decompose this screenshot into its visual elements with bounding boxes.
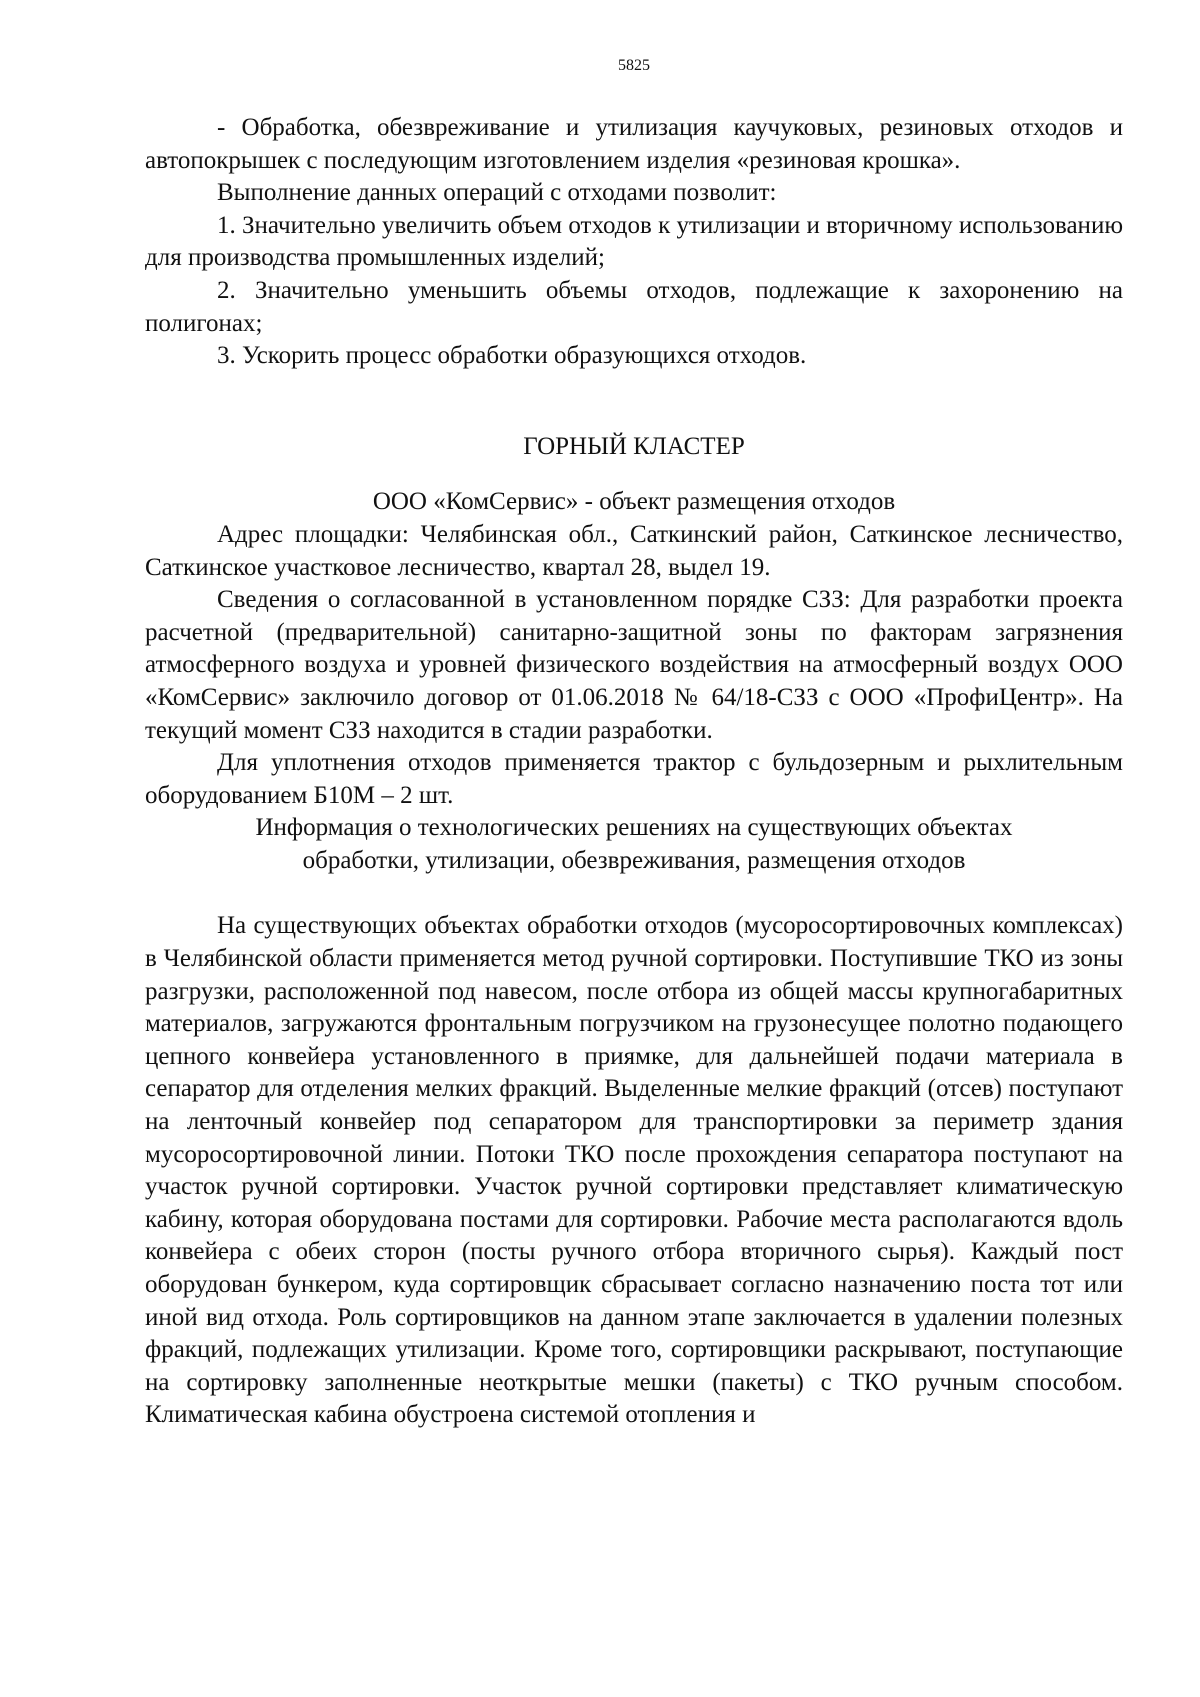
section-title-line-1: Информация о технологических решениях на существующих объектах	[255, 814, 1013, 842]
paragraph-item-3: 3. Ускорить процесс обработки образующихся отходов.	[217, 342, 807, 370]
paragraph-address: Адрес площадки: Челябинская обл., Саткинский район, Саткинское лесничество, Саткинское участковое лесничество, квартал 28, выдел 19.	[145, 520, 1123, 581]
cluster-heading: ГОРНЫЙ КЛАСТЕР	[523, 432, 745, 460]
paragraph-equipment: Для уплотнения отходов применяется трактор с бульдозерным и рыхлительным оборудованием Б10М – 2 шт.	[145, 749, 1123, 809]
paragraph-szz-info: Сведения о согласованной в установленном порядке СЗЗ: Для разработки проекта расчетной (предварительной) санитарно-защитной зоны по факторам загрязнения атмосферного воздуха и уровней физического воздействия на атмосферный воздух ООО «КомСервис» заключило договор от 01.06.2018 № 64/18-СЗЗ с ООО «ПрофиЦентр». На текущий момент СЗЗ находится в стадии разработки.	[145, 586, 1123, 744]
paragraph-item-2: 2. Значительно уменьшить объемы отходов, подлежащие к захоронению на полигонах;	[145, 276, 1123, 337]
object-title: ООО «КомСервис» - объект размещения отходов	[372, 488, 896, 516]
section-title-line-2: обработки, утилизации, обезвреживания, размещения отходов	[302, 846, 966, 874]
paragraph-rubber-processing: - Обработка, обезвреживание и утилизация каучуковых, резиновых отходов и автопокрышек с последующим изготовлением изделия «резиновая крошка».	[145, 114, 1123, 174]
page-number: 5825	[618, 57, 650, 74]
document-page	[145, 56, 1123, 1432]
paragraph-item-1: 1. Значительно увеличить объем отходов к утилизации и вторичному использованию для производства промышленных изделий;	[145, 211, 1123, 272]
paragraph-sorting-description: На существующих объектах обработки отходов (мусоросортировочных комплексах) в Челябинской области применяется метод ручной сортировки. Поступившие ТКО из зоны разгрузки, расположенной под навесом, после отбора из общей массы крупногабаритных материалов, загружаются фронтальным погрузчиком на грузонесущее полотно подающего цепного конвейера установленного в приямке, для дальнейшей подачи материала в сепаратор для отделения мелких фракций. Выделенные мелкие фракций (отсев) поступают на ленточный конвейер под сепаратором для транспортировки за периметр здания мусоросортировочной линии. Потоки ТКО после прохождения сепаратора поступают на участок ручной сортировки. Участок ручной сортировки представляет климатическую кабину, которая оборудована постами для сортировки. Рабочие места располагаются вдоль конвейера с обеих сторон (посты ручного отбора вторичного сырья). Каждый пост оборудован бункером, куда сортировщик сбрасывает согласно назначению поста тот или иной вид отхода. Роль сортировщиков на данном этапе заключается в удалении полезных фракций, подлежащих утилизации. Кроме того, сортировщики раскрывают, поступающие на сортировку заполненные неоткрытые мешки (пакеты) с ТКО ручным способом. Климатическая кабина обустроена системой отопления и	[145, 912, 1123, 1429]
paragraph-operations-intro: Выполнение данных операций с отходами позволит:	[217, 179, 777, 207]
